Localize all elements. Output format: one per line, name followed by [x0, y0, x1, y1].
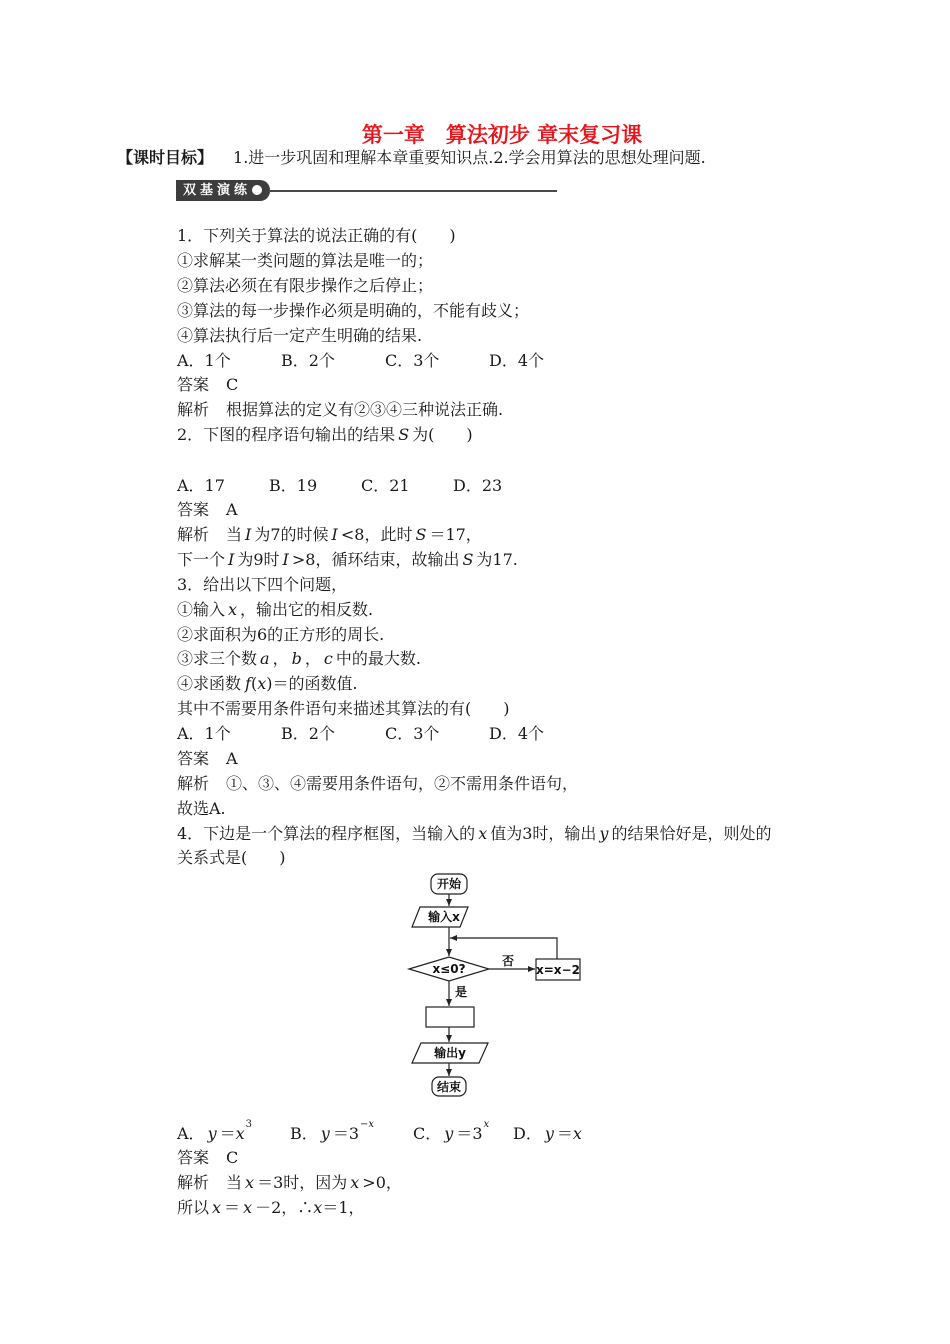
- item-text: ①输入: [177, 600, 226, 619]
- q3-item-3: [177, 647, 421, 671]
- output-label: 输出y: [434, 1046, 466, 1060]
- math-var: c: [323, 649, 333, 668]
- q2-option-b: B．19: [269, 476, 318, 495]
- section-banner-label: 双基演练: [183, 183, 252, 198]
- explanation-text: －2，∴: [255, 1198, 314, 1217]
- q3-item-4: [177, 672, 358, 696]
- math-var: b: [291, 649, 302, 668]
- empty-process-box: [426, 1007, 474, 1027]
- lesson-objectives: [117, 148, 706, 168]
- q4-stem-text: 的结果恰好是，则处的: [611, 824, 772, 843]
- math-var: a: [260, 649, 270, 668]
- explanation-text: <8，此时: [340, 525, 413, 544]
- math-var: y: [544, 1124, 554, 1143]
- equals-sign: ＝: [456, 1124, 473, 1143]
- q1-option-b: B．2个: [281, 351, 335, 370]
- item-text: ，: [272, 649, 289, 668]
- q4-option-d: [513, 1122, 582, 1146]
- explanation-text: 根据算法的定义有②③④三种说法正确.: [226, 400, 504, 419]
- q1-option-d: D．4个: [489, 351, 545, 370]
- explanation-label: 解析: [177, 400, 210, 419]
- math-var: x: [212, 1198, 222, 1217]
- explanation-text: 为7的时候: [254, 525, 329, 544]
- explanation-text: 下一个: [177, 550, 226, 569]
- equals-sign: ＝: [332, 1124, 349, 1143]
- answer-value: A: [226, 500, 238, 519]
- update-label: x=x−2: [536, 963, 580, 977]
- math-var: x: [313, 1198, 323, 1217]
- item-text: )＝的函数值.: [266, 674, 358, 693]
- answer-label: 答案: [177, 375, 210, 394]
- q2-option-d: D．23: [453, 476, 503, 495]
- math-var: x: [257, 674, 267, 693]
- q4-stem-text: 4．下边是一个算法的程序框图，当输入的: [177, 824, 476, 843]
- start-label: 开始: [436, 877, 462, 891]
- explanation-text: 当: [226, 525, 243, 544]
- item-text: ④求函数: [177, 674, 242, 693]
- explanation-text: >0，: [362, 1173, 402, 1192]
- math-var: S: [462, 550, 474, 569]
- q4-explanation-line-2: [177, 1196, 365, 1220]
- q3-option-b: B．2个: [281, 724, 335, 743]
- q3-option-d: D．4个: [489, 724, 545, 743]
- option-label: C．: [413, 1124, 442, 1143]
- math-var: y: [207, 1124, 217, 1143]
- exponent: 3: [245, 1119, 253, 1130]
- q1-stem: 1．下列关于算法的说法正确的有( ): [177, 226, 456, 245]
- explanation-text: 当: [226, 1173, 243, 1192]
- q2-stem: [177, 423, 473, 447]
- q1-answer: [177, 373, 238, 397]
- answer-value: C: [226, 1148, 239, 1167]
- q4-stem-text: 值为3时，输出: [490, 824, 597, 843]
- explanation-text: >8，循环结束，故输出: [291, 550, 460, 569]
- item-text: 中的最大数.: [335, 649, 421, 668]
- q3-option-a: A．1个: [177, 724, 231, 743]
- math-var: x: [350, 1173, 360, 1192]
- q3-options: [177, 722, 637, 746]
- item-text: (: [250, 674, 258, 693]
- q1-option-c: C．3个: [385, 351, 440, 370]
- answer-value: A: [226, 749, 238, 768]
- q4-answer: [177, 1146, 238, 1170]
- explanation-text: ＝1，: [322, 1198, 365, 1217]
- q1-statement-4: ④算法执行后一定产生明确的结果.: [177, 326, 423, 345]
- flowchart-shapes: [409, 874, 580, 1096]
- q1-options: [177, 349, 637, 373]
- explanation-text: ①、③、④需要用条件语句，②不需用条件语句，: [226, 774, 579, 793]
- q2-option-c: C．21: [361, 476, 410, 495]
- math-var: I: [245, 525, 252, 544]
- math-var: I: [228, 550, 235, 569]
- explanation-text: ＝3时，因为: [257, 1173, 348, 1192]
- math-var: I: [282, 550, 289, 569]
- q1-statement-2: ②算法必须在有限步操作之后停止；: [177, 276, 434, 295]
- q1-statement-3: ③算法的每一步操作必须是明确的，不能有歧义；: [177, 301, 530, 320]
- q2-answer: [177, 498, 238, 522]
- q4-options: [177, 1119, 637, 1146]
- q2-explanation-line-1: [177, 523, 482, 547]
- item-text: ③求三个数: [177, 649, 258, 668]
- option-label: A．: [177, 1124, 205, 1143]
- q1-statement-1: ①求解某一类问题的算法是唯一的；: [177, 251, 434, 270]
- q2-option-a: A．17: [177, 476, 225, 495]
- math-var: I: [331, 525, 338, 544]
- q3-explanation-line-2: 故选A.: [177, 799, 226, 818]
- base-number: 3: [348, 1124, 360, 1143]
- equals-sign: ＝: [219, 1124, 236, 1143]
- q2-options: [177, 474, 637, 498]
- math-var: x: [235, 1124, 245, 1143]
- math-var: y: [320, 1124, 330, 1143]
- objectives-label: 【课时目标】: [117, 148, 214, 167]
- yes-branch-label: 是: [454, 985, 468, 999]
- math-var: y: [444, 1124, 454, 1143]
- q1-explanation: [177, 398, 503, 422]
- q2-explanation-line-2: [177, 548, 518, 572]
- answer-label: 答案: [177, 749, 210, 768]
- section-banner: [176, 180, 270, 201]
- page-title: 第一章 算法初步 章末复习课: [361, 122, 643, 147]
- q2-stem-text: 2．下图的程序语句输出的结果: [177, 425, 396, 444]
- math-var: S: [398, 425, 410, 444]
- q4-explanation-line-1: [177, 1171, 402, 1195]
- q3-stem: 3．给出以下四个问题，: [177, 575, 348, 594]
- no-branch-label: 否: [501, 954, 515, 968]
- q4-stem-line-2: 关系式是( ): [177, 848, 286, 867]
- end-label: 结束: [436, 1080, 462, 1094]
- base-number: 3: [472, 1124, 483, 1143]
- math-var: x: [228, 600, 238, 619]
- banner-dot-icon: [252, 185, 262, 195]
- explanation-text: 为9时: [237, 550, 280, 569]
- flowchart: [400, 868, 590, 1100]
- answer-label: 答案: [177, 1148, 210, 1167]
- explanation-text: ＝17，: [429, 525, 482, 544]
- q3-item-1: [177, 598, 373, 622]
- q3-explanation-line-1: [177, 772, 578, 796]
- exponent: −x: [360, 1119, 375, 1130]
- math-var: f: [245, 674, 251, 693]
- option-label: B．: [290, 1124, 318, 1143]
- q4-option-b: [290, 1119, 375, 1146]
- condition-label: x≤0?: [432, 962, 466, 976]
- q4-option-a: [177, 1119, 253, 1146]
- explanation-text: 为17.: [476, 550, 518, 569]
- explanation-text: ＝: [224, 1198, 241, 1217]
- answer-label: 答案: [177, 500, 210, 519]
- equals-sign: ＝: [556, 1124, 573, 1143]
- q1-option-a: A．1个: [177, 351, 231, 370]
- item-text: ，: [304, 649, 321, 668]
- explanation-label: 解析: [177, 774, 210, 793]
- option-label: D．: [513, 1124, 542, 1143]
- explanation-label: 解析: [177, 1173, 210, 1192]
- input-label: 输入x: [428, 910, 460, 924]
- explanation-label: 解析: [177, 525, 210, 544]
- q3-item-2: ②求面积为6的正方形的周长.: [177, 625, 385, 644]
- section-rule: [268, 190, 557, 192]
- exponent: x: [483, 1119, 490, 1130]
- math-var: S: [415, 525, 427, 544]
- q4-stem-line-1: [177, 822, 771, 846]
- math-var: x: [572, 1124, 582, 1143]
- objectives-text: 1.进一步巩固和理解本章重要知识点.2.学会用算法的思想处理问题.: [233, 148, 706, 167]
- explanation-text: 所以: [177, 1198, 210, 1217]
- q4-option-c: [413, 1119, 490, 1146]
- item-text: ，输出它的相反数.: [240, 600, 374, 619]
- q3-question: 其中不需要用条件语句来描述其算法的有( ): [177, 699, 510, 718]
- q2-stem-text: 为( ): [412, 425, 473, 444]
- math-var: x: [243, 1198, 253, 1217]
- q3-answer: [177, 747, 238, 771]
- answer-value: C: [226, 375, 239, 394]
- q3-option-c: C．3个: [385, 724, 440, 743]
- math-var: y: [599, 824, 609, 843]
- math-var: x: [245, 1173, 255, 1192]
- math-var: x: [478, 824, 488, 843]
